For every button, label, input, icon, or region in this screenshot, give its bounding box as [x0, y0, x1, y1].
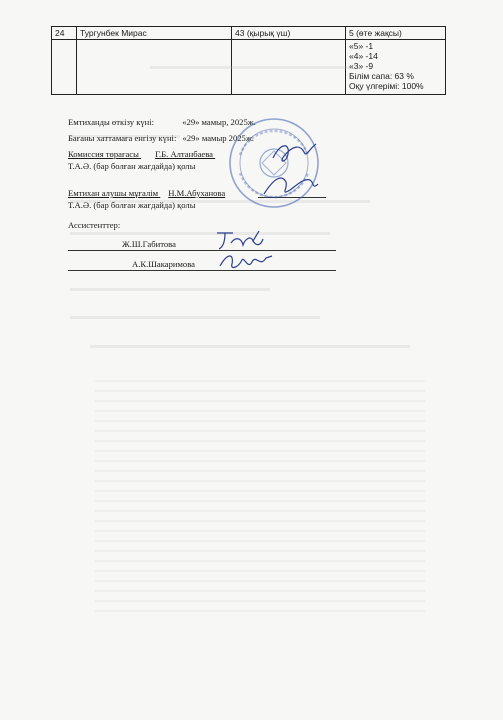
grade-summary — [346, 40, 446, 95]
assistant-rule — [68, 250, 336, 251]
teacher-name: Н.М.Абуханова — [168, 188, 226, 198]
chair-signature — [270, 138, 320, 168]
row-number: 24 — [52, 27, 77, 40]
teacher-caption: Т.А.Ә. (бар болған жағдайда) қолы — [68, 200, 196, 210]
student-name: Тургунбек Мирас — [77, 27, 232, 40]
protocol-date-label: Бағаны хаттамаға енгізу күні: — [68, 133, 177, 143]
protocol-date-value: «29» мамыр 2025ж. — [182, 133, 254, 143]
chair-role: Комиссия төрағасы — [68, 149, 139, 159]
assistant-rule — [68, 270, 336, 271]
results-table — [51, 26, 446, 95]
assistant-name: А.К.Шакаримова — [132, 259, 195, 269]
chair-name: Г.Б. Алтанбаева — [155, 149, 213, 159]
summary-line: «4» -14 — [349, 51, 378, 61]
teacher-role: Емтихан алушы мұғалім — [68, 188, 159, 198]
summary-line: Оқу үлгерімі: 100% — [349, 81, 424, 91]
table-row — [52, 27, 446, 40]
student-score: 43 (қырық үш) — [232, 27, 346, 40]
assistant-signature — [218, 250, 274, 274]
summary-line: «3» -9 — [349, 61, 374, 71]
teacher-line — [68, 188, 225, 198]
chair-caption: Т.А.Ә. (бар болған жағдайда) қолы — [68, 161, 196, 171]
student-grade: 5 (өте жақсы) — [346, 27, 446, 40]
summary-line: Білім сапа: 63 % — [349, 71, 414, 81]
exam-date-label: Емтиханды өткізу күні: — [68, 117, 155, 127]
assistant-name: Ж.Ш.Габитова — [122, 239, 176, 249]
summary-line: «5» -1 — [349, 41, 374, 51]
exam-date-value: «29» мамыр, 2025ж. — [182, 117, 256, 127]
teacher-signature — [260, 170, 320, 202]
assistants-label: Ассистенттер: — [68, 220, 121, 230]
